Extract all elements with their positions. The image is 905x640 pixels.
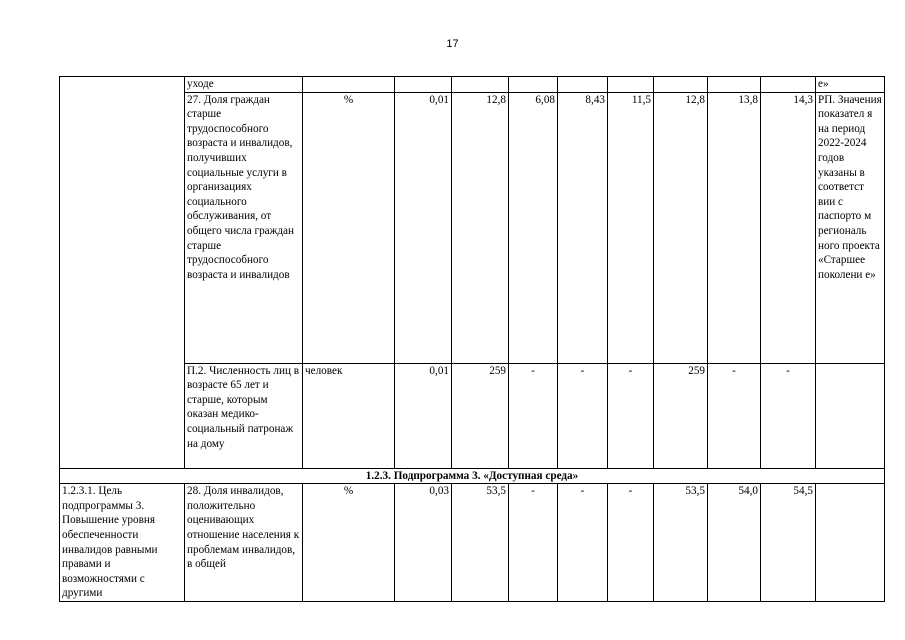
note-cell <box>816 484 885 602</box>
value-cell: - <box>608 363 654 468</box>
value-cell: 14,3 <box>761 92 816 363</box>
value-cell: 8,43 <box>558 92 608 363</box>
indicator-cell: 28. Доля инвалидов, положительно оценивающих отношение населения к проблемам инвалидов, в общей <box>185 484 303 602</box>
indicator-cell: П.2. Численность лиц в возрасте 65 лет и старше, которым оказан медико-социальный патронаж на дому <box>185 363 303 468</box>
weight-cell: 0,01 <box>395 363 452 468</box>
unit-cell: % <box>303 484 395 602</box>
value-cell: - <box>608 484 654 602</box>
value-cell: 54,5 <box>761 484 816 602</box>
note-cell: РП. Значения показател я на период 2022-2024 годов указаны в соответст вии с паспорто м региональ ного проекта «Старшее поколени е» <box>816 92 885 363</box>
value-cell: - <box>761 363 816 468</box>
table-row-section-header <box>60 468 885 484</box>
value-cell: 12,8 <box>452 92 509 363</box>
indicators-table <box>59 76 885 602</box>
note-cell <box>816 363 885 468</box>
value-cell: 259 <box>452 363 509 468</box>
unit-cell: % <box>303 92 395 363</box>
note-cell: е» <box>816 77 885 93</box>
value-cell: 53,5 <box>452 484 509 602</box>
weight-cell: 0,01 <box>395 92 452 363</box>
section-title: 1.2.3. Подпрограмма 3. «Доступная среда» <box>60 468 885 484</box>
value-cell: 12,8 <box>654 92 708 363</box>
indicator-cell: 27. Доля граждан старше трудоспособного возраста и инвалидов, получивших социальные услуги в организациях социального обслуживания, от общего числа граждан старше трудоспособного возраста и инвалидов <box>185 92 303 363</box>
value-cell: 13,8 <box>708 92 761 363</box>
value-cell: - <box>708 363 761 468</box>
table-row-indicator-28 <box>60 484 885 602</box>
value-cell: - <box>509 484 558 602</box>
indicator-cell: уходе <box>185 77 303 93</box>
page-number: 17 <box>446 38 459 50</box>
value-cell: 54,0 <box>708 484 761 602</box>
goal-cell <box>60 77 185 469</box>
value-cell: 259 <box>654 363 708 468</box>
table-row-continuation <box>60 77 885 93</box>
value-cell: 53,5 <box>654 484 708 602</box>
weight-cell: 0,03 <box>395 484 452 602</box>
value-cell: 11,5 <box>608 92 654 363</box>
value-cell: - <box>558 484 608 602</box>
value-cell: - <box>509 363 558 468</box>
unit-cell: человек <box>303 363 395 468</box>
goal-cell: 1.2.3.1. Цель подпрограммы 3. Повышение уровня обеспеченности инвалидов равными правами и возможностями с другими <box>60 484 185 602</box>
value-cell: - <box>558 363 608 468</box>
value-cell: 6,08 <box>509 92 558 363</box>
